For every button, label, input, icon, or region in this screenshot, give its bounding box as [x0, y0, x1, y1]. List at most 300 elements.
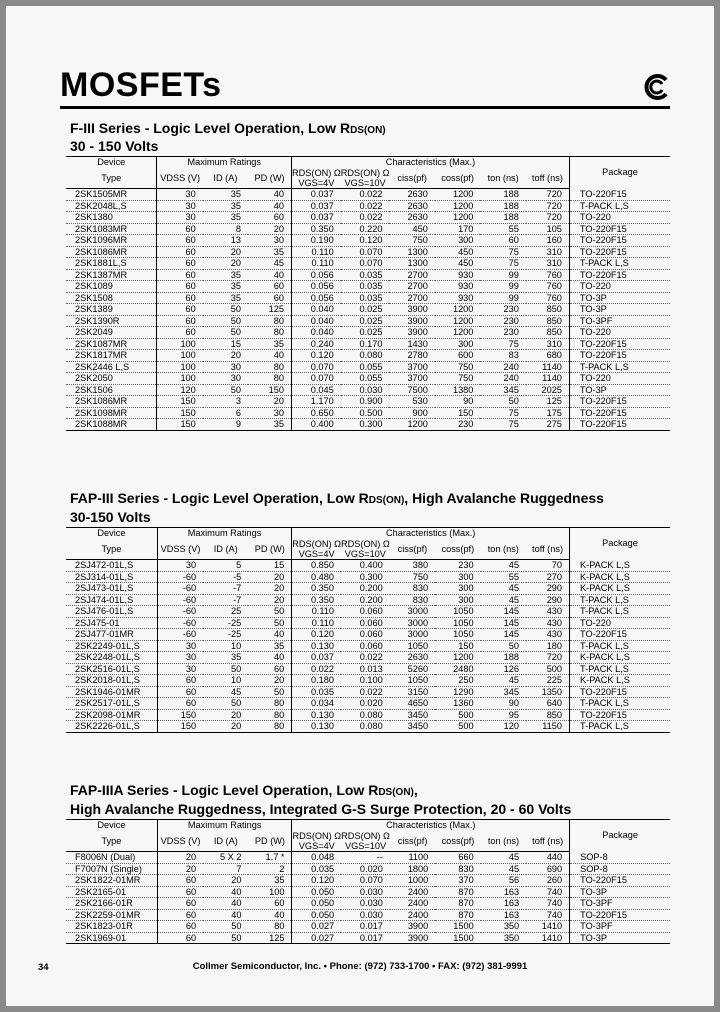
cell-pd: 40: [248, 350, 292, 362]
cell-package: TO-220: [569, 212, 670, 224]
cell-ciss: 2400: [390, 898, 435, 910]
cell-ton: 45: [481, 675, 526, 687]
cell-package: TO-220F15: [569, 407, 670, 419]
cell-ton: 99: [480, 269, 525, 281]
section-heading-tail: ,: [413, 782, 418, 798]
table-row: [66, 281, 670, 293]
cell-device-type: 2SK1096MR: [66, 235, 157, 247]
footer-contact: Collmer Semiconductor, Inc. • Phone: (972) 733-1700 • FAX: (972) 381-9991: [192, 961, 528, 972]
cell-rds-4v: 0.035: [292, 863, 341, 875]
cell-device-type: 2SK2226-01L,S: [66, 721, 157, 733]
cell-pd: 40: [248, 269, 292, 281]
cell-rds-4v: 0.850: [292, 560, 341, 572]
cell-device-type: 2SK2516-01L,S: [66, 663, 157, 675]
cell-device-type: 2SK1086MR: [66, 396, 157, 408]
table-row: [66, 327, 670, 339]
cell-toff: 275: [526, 419, 570, 431]
table-row: [66, 617, 670, 629]
cell-pd: 20: [248, 571, 291, 583]
cell-device-type: 2SK1086MR: [66, 246, 157, 258]
header-vgs-4v: VGS=4V: [298, 178, 335, 188]
cell-toff: 310: [526, 338, 570, 350]
cell-vdss: 150: [157, 396, 203, 408]
cell-toff: 290: [526, 583, 570, 595]
cell-id: 30: [203, 373, 248, 385]
cell-ton: 188: [480, 189, 525, 201]
cell-vdss: 150: [157, 709, 203, 721]
cell-package: T-PACK L,S: [570, 594, 670, 606]
header-rds-label: RDS(ON) Ω: [292, 168, 341, 178]
cell-pd: 80: [248, 921, 291, 933]
spec-table-fap-iiia: [66, 819, 670, 944]
cell-ciss: 3900: [389, 315, 434, 327]
cell-device-type: 2SK1098MR: [66, 407, 157, 419]
cell-ciss: 2630: [390, 652, 435, 664]
cell-ciss: 2630: [389, 189, 434, 201]
cell-rds-10v: 0.025: [341, 304, 390, 316]
cell-rds-10v: 0.060: [341, 617, 390, 629]
cell-ton: 90: [481, 698, 526, 710]
cell-pd: 20: [248, 675, 291, 687]
cell-vdss: 100: [157, 373, 203, 385]
cell-device-type: 2SK2249-01L,S: [66, 640, 157, 652]
cell-package: TO-3P: [570, 886, 670, 898]
table-row: [66, 396, 670, 408]
cell-id: 35: [203, 189, 248, 201]
cell-toff: 1410: [526, 921, 570, 933]
cell-package: K-PACK L,S: [570, 675, 670, 687]
cell-device-type: 2SJ477-01MR: [66, 629, 157, 641]
cell-package: T-PACK L,S: [569, 200, 670, 212]
cell-id: 5: [203, 560, 248, 572]
cell-ton: 75: [480, 407, 525, 419]
cell-ciss: 2700: [389, 281, 434, 293]
cell-rds-10v: 0.070: [341, 258, 390, 270]
header-rds-label: RDS(ON) Ω: [292, 831, 342, 841]
cell-package: TO-220F15: [569, 419, 670, 431]
cell-vdss: -60: [157, 606, 203, 618]
table-row: [66, 675, 670, 687]
cell-vdss: -60: [157, 629, 203, 641]
cell-ton: 95: [481, 709, 526, 721]
cell-rds-10v: 0.020: [341, 698, 390, 710]
cell-pd: 50: [248, 686, 291, 698]
cell-package: TO-220F15: [570, 686, 670, 698]
table-row: [66, 407, 670, 419]
cell-toff: 180: [526, 640, 570, 652]
cell-ciss: 750: [389, 235, 434, 247]
cell-id: 20: [203, 875, 248, 887]
cell-rds-4v: 0.070: [292, 361, 341, 373]
cell-vdss: -60: [157, 571, 203, 583]
cell-device-type: 2SK1881L,S: [66, 258, 157, 270]
cell-package: TO-3P: [569, 304, 670, 316]
cell-pd: 80: [248, 721, 291, 733]
table-row: [66, 721, 670, 733]
table-header-row: [66, 157, 670, 169]
cell-package: K-PACK L,S: [570, 571, 670, 583]
table-row: [66, 292, 670, 304]
header-type: Type: [66, 168, 157, 189]
cell-ton: 56: [481, 875, 526, 887]
cell-coss: 450: [435, 258, 481, 270]
section-heading-text: F-III Series - Logic Level Operation, Low R: [70, 120, 351, 136]
cell-device-type: 2SK1389: [66, 304, 157, 316]
cell-ton: 145: [481, 629, 526, 641]
cell-vdss: 60: [157, 315, 203, 327]
cell-vdss: 150: [157, 721, 203, 733]
cell-vdss: 60: [157, 921, 203, 933]
cell-ciss: 450: [389, 223, 434, 235]
header-coss: coss(pf): [435, 168, 481, 189]
cell-rds-10v: 0.300: [341, 571, 390, 583]
cell-id: 20: [203, 258, 248, 270]
cell-ton: 75: [480, 419, 525, 431]
cell-package: T-PACK L,S: [570, 721, 670, 733]
cell-coss: 150: [435, 640, 480, 652]
cell-id: -25: [203, 629, 248, 641]
cell-toff: 760: [526, 281, 570, 293]
cell-toff: 690: [526, 863, 570, 875]
cell-vdss: 60: [157, 698, 203, 710]
cell-vdss: 20: [157, 863, 203, 875]
cell-pd: 35: [248, 246, 292, 258]
section-3-voltage: High Avalanche Ruggedness, Integrated G-S Surge Protection, 20 - 60 Volts: [70, 801, 572, 817]
table-row: [66, 921, 670, 933]
cell-rds-4v: 0.130: [292, 721, 341, 733]
cell-id: 50: [203, 304, 248, 316]
section-heading-sub: DS(ON): [350, 125, 386, 136]
cell-coss: 930: [435, 292, 481, 304]
cell-pd: 80: [248, 373, 292, 385]
cell-id: 10: [203, 640, 248, 652]
header-vgs-10v: VGS=10V: [344, 178, 386, 188]
cell-ton: 75: [480, 246, 525, 258]
cell-coss: 170: [435, 223, 481, 235]
cell-vdss: -60: [157, 594, 203, 606]
cell-id: 50: [203, 698, 248, 710]
cell-package: T-PACK L,S: [570, 698, 670, 710]
cell-vdss: 150: [157, 419, 203, 431]
cell-coss: 150: [435, 407, 481, 419]
cell-rds-4v: 0.480: [292, 571, 341, 583]
cell-rds-4v: 0.050: [292, 886, 341, 898]
cell-rds-4v: 0.120: [292, 875, 341, 887]
cell-coss: 600: [435, 350, 481, 362]
cell-coss: 1200: [435, 315, 481, 327]
cell-ton: 126: [481, 663, 526, 675]
header-rds-10v: [341, 168, 390, 189]
cell-toff: 720: [526, 189, 570, 201]
cell-pd: 40: [248, 629, 291, 641]
cell-coss: 1200: [435, 327, 481, 339]
section-2-heading: [70, 490, 604, 506]
cell-vdss: 60: [157, 269, 203, 281]
table-row: [66, 361, 670, 373]
section-heading-tail: , High Avalanche Ruggedness: [404, 490, 604, 506]
table-row: [66, 560, 670, 572]
cell-id: 30: [203, 361, 248, 373]
cell-coss: 1290: [435, 686, 480, 698]
cell-id: 10: [203, 675, 248, 687]
cell-rds-4v: 0.350: [292, 583, 341, 595]
table-row: [66, 698, 670, 710]
cell-ciss: 2780: [389, 350, 434, 362]
cell-device-type: 2SJ474-01L,S: [66, 594, 157, 606]
cell-device-type: 2SK1087MR: [66, 338, 157, 350]
cell-ton: 50: [481, 640, 526, 652]
cell-coss: 1200: [435, 200, 481, 212]
cell-package: T-PACK L,S: [570, 606, 670, 618]
cell-pd: 80: [248, 698, 291, 710]
cell-pd: 80: [248, 709, 291, 721]
cell-coss: 1500: [435, 932, 480, 944]
cell-rds-4v: 0.400: [292, 419, 341, 431]
cell-ton: 240: [480, 373, 525, 385]
cell-rds-4v: 0.037: [292, 212, 341, 224]
cell-device-type: 2SK1823-01R: [66, 921, 157, 933]
cell-package: TO-3P: [570, 932, 670, 944]
title-rule: [60, 106, 670, 109]
cell-id: -7: [203, 594, 248, 606]
cell-vdss: 60: [157, 686, 203, 698]
table-row: [66, 212, 670, 224]
cell-ciss: 3000: [390, 606, 435, 618]
table-row: [66, 606, 670, 618]
cell-ciss: 3900: [389, 327, 434, 339]
header-vdss: VDSS (V): [157, 831, 203, 852]
cell-ciss: 2400: [390, 886, 435, 898]
cell-toff: 720: [526, 652, 570, 664]
cell-toff: 430: [526, 617, 570, 629]
cell-pd: 35: [248, 338, 292, 350]
header-characteristics: Characteristics (Max.): [292, 820, 570, 832]
table-row: [66, 338, 670, 350]
cell-rds-10v: 0.022: [341, 686, 390, 698]
cell-coss: 230: [435, 560, 480, 572]
cell-pd: 150: [248, 384, 292, 396]
cell-rds-10v: 0.200: [341, 583, 390, 595]
cell-vdss: 60: [157, 304, 203, 316]
header-toff: toff (ns): [526, 831, 570, 852]
section-2-voltage: 30-150 Volts: [70, 509, 151, 525]
header-ton: ton (ns): [481, 539, 526, 560]
cell-toff: 1350: [526, 686, 570, 698]
cell-toff: 850: [526, 304, 570, 316]
cell-pd: 35: [248, 875, 291, 887]
cell-ciss: 380: [390, 560, 435, 572]
cell-toff: 125: [526, 396, 570, 408]
cell-toff: 500: [526, 663, 570, 675]
cell-coss: 450: [435, 246, 481, 258]
cell-pd: 40: [248, 909, 291, 921]
cell-toff: 70: [526, 560, 570, 572]
cell-rds-10v: --: [341, 852, 390, 864]
cell-coss: 1380: [435, 384, 481, 396]
cell-vdss: 150: [157, 407, 203, 419]
spec-table-fap-iii: [66, 527, 670, 733]
cell-ton: 120: [481, 721, 526, 733]
cell-pd: 20: [248, 594, 291, 606]
table-row: [66, 315, 670, 327]
cell-rds-10v: 0.900: [341, 396, 390, 408]
cell-pd: 40: [248, 200, 292, 212]
cell-pd: 60: [248, 292, 292, 304]
header-pd: PD (W): [248, 539, 291, 560]
header-device: Device: [66, 157, 157, 169]
cell-id: 35: [203, 281, 248, 293]
cell-vdss: 60: [157, 246, 203, 258]
cell-ciss: 1050: [390, 640, 435, 652]
cell-id: 35: [203, 200, 248, 212]
cell-package: TO-220F15: [569, 396, 670, 408]
cell-ciss: 2700: [389, 292, 434, 304]
cell-rds-4v: 0.056: [292, 292, 341, 304]
cell-vdss: 100: [157, 350, 203, 362]
cell-rds-4v: 0.040: [292, 327, 341, 339]
cell-id: 50: [203, 932, 248, 944]
cell-toff: 760: [526, 269, 570, 281]
cell-vdss: 30: [157, 212, 203, 224]
cell-rds-10v: 0.080: [341, 721, 390, 733]
cell-rds-4v: 0.120: [292, 350, 341, 362]
header-vgs-10v: VGS=10V: [344, 549, 386, 559]
cell-rds-4v: 0.027: [292, 921, 341, 933]
cell-rds-10v: 0.022: [341, 189, 390, 201]
cell-coss: 1050: [435, 606, 480, 618]
cell-vdss: 60: [157, 281, 203, 293]
section-heading-text: FAP-IIIA Series - Logic Level Operation, Low R: [70, 782, 379, 798]
table-row: [66, 863, 670, 875]
cell-rds-10v: 0.025: [341, 315, 390, 327]
cell-ton: 163: [481, 886, 526, 898]
cell-coss: 300: [435, 594, 480, 606]
cell-toff: 175: [526, 407, 570, 419]
cell-id: 7: [203, 863, 248, 875]
cell-coss: 660: [435, 852, 480, 864]
header-rds-label: RDS(ON) Ω: [341, 539, 390, 549]
cell-package: T-PACK L,S: [570, 640, 670, 652]
cell-vdss: 30: [157, 200, 203, 212]
cell-coss: 930: [435, 281, 481, 293]
cell-ciss: 4650: [390, 698, 435, 710]
cell-device-type: 2SK2048L,S: [66, 200, 157, 212]
section-heading-sub: DS(ON): [378, 787, 414, 798]
cell-vdss: 60: [157, 932, 203, 944]
header-vdss: VDSS (V): [157, 539, 203, 560]
cell-pd: 20: [248, 583, 291, 595]
cell-id: 35: [203, 292, 248, 304]
cell-ciss: 830: [390, 583, 435, 595]
cell-coss: 500: [435, 721, 480, 733]
cell-rds-10v: 0.055: [341, 373, 390, 385]
cell-vdss: 60: [157, 327, 203, 339]
cell-coss: 2480: [435, 663, 480, 675]
cell-vdss: 60: [157, 909, 203, 921]
cell-vdss: -60: [157, 617, 203, 629]
header-ciss: ciss(pf): [390, 539, 435, 560]
header-id: ID (A): [203, 539, 248, 560]
cell-rds-10v: 0.080: [341, 709, 390, 721]
table-header-row: [66, 820, 670, 832]
cell-vdss: 100: [157, 338, 203, 350]
cell-ton: 60: [480, 235, 525, 247]
cell-rds-4v: 0.130: [292, 640, 341, 652]
table-row: [66, 663, 670, 675]
header-rds-label: RDS(ON) Ω: [341, 831, 390, 841]
cell-ton: 145: [481, 606, 526, 618]
cell-ton: 55: [480, 223, 525, 235]
cell-ciss: 3900: [390, 932, 435, 944]
cell-rds-4v: 0.022: [292, 663, 341, 675]
cell-rds-10v: 0.220: [341, 223, 390, 235]
cell-pd: 30: [248, 235, 292, 247]
cell-rds-4v: 0.110: [292, 246, 341, 258]
cell-ton: 83: [480, 350, 525, 362]
cell-pd: 60: [248, 898, 291, 910]
cell-ciss: 750: [390, 571, 435, 583]
cell-rds-4v: 0.034: [292, 698, 341, 710]
cell-rds-10v: 0.035: [341, 292, 390, 304]
cell-id: 35: [203, 212, 248, 224]
cell-vdss: 60: [157, 898, 203, 910]
header-package: Package: [570, 820, 670, 852]
cell-id: 8: [203, 223, 248, 235]
cell-toff: 760: [526, 292, 570, 304]
cell-id: -5: [203, 571, 248, 583]
cell-rds-4v: 1.170: [292, 396, 341, 408]
cell-rds-10v: 0.100: [341, 675, 390, 687]
cell-coss: 870: [435, 886, 480, 898]
cell-ton: 45: [481, 863, 526, 875]
table-row: [66, 709, 670, 721]
cell-package: TO-220: [569, 281, 670, 293]
cell-device-type: 2SJ476-01L,S: [66, 606, 157, 618]
cell-ton: 163: [481, 909, 526, 921]
cell-id: 5 X 2: [203, 852, 248, 864]
cell-vdss: 30: [157, 560, 203, 572]
cell-id: 40: [203, 886, 248, 898]
table-row: [66, 189, 670, 201]
cell-coss: 750: [435, 361, 481, 373]
cell-rds-10v: 0.400: [341, 560, 390, 572]
cell-rds-4v: 0.240: [292, 338, 341, 350]
cell-coss: 370: [435, 875, 480, 887]
table-row: [66, 875, 670, 887]
cell-ciss: 1300: [389, 258, 434, 270]
cell-package: TO-220: [570, 617, 670, 629]
header-max-ratings: Maximum Ratings: [157, 820, 292, 832]
cell-ciss: 530: [389, 396, 434, 408]
cell-toff: 720: [526, 212, 570, 224]
cell-rds-10v: 0.025: [341, 327, 390, 339]
header-coss: coss(pf): [435, 539, 480, 560]
cell-vdss: 60: [157, 258, 203, 270]
cell-ton: 188: [480, 212, 525, 224]
cell-rds-10v: 0.070: [341, 875, 390, 887]
cell-package: TO-3PF: [569, 315, 670, 327]
cell-package: T-PACK L,S: [569, 258, 670, 270]
cell-ton: 350: [481, 921, 526, 933]
cell-pd: 60: [248, 281, 292, 293]
cell-ton: 188: [480, 200, 525, 212]
cell-vdss: 30: [157, 189, 203, 201]
cell-coss: 1200: [435, 189, 481, 201]
table-row: [66, 686, 670, 698]
cell-rds-4v: 0.110: [292, 258, 341, 270]
section-1-heading: [70, 120, 386, 136]
cell-vdss: 60: [157, 223, 203, 235]
